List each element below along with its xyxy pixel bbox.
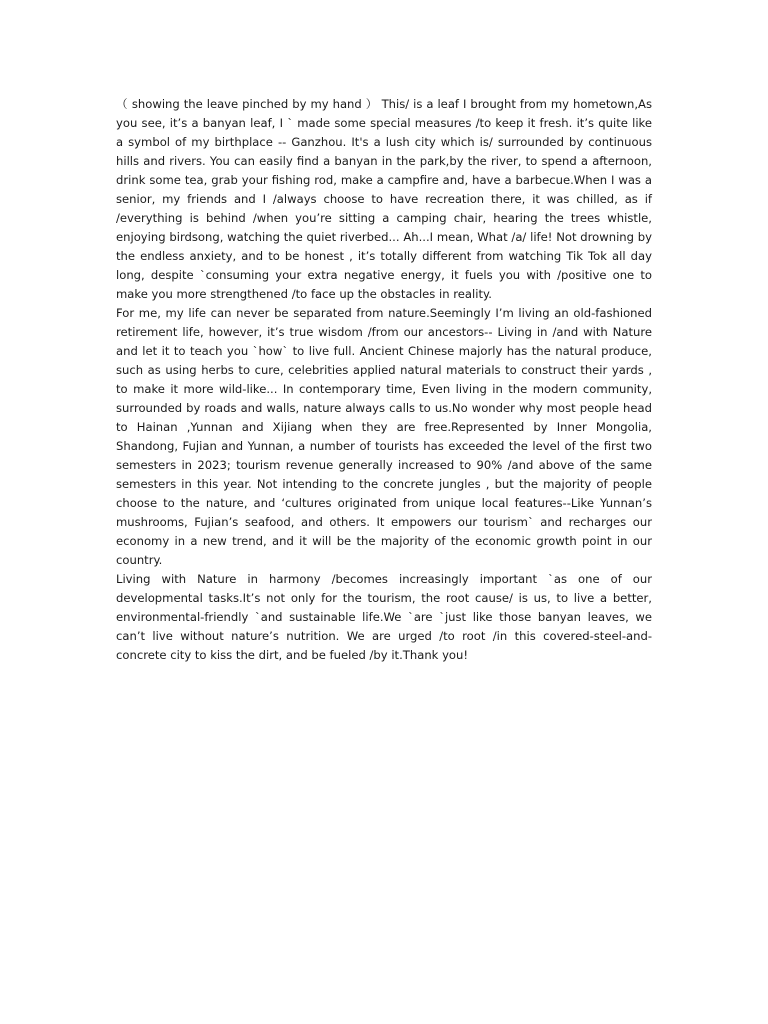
speech-text — [116, 95, 652, 665]
paragraph-nature-life: For me, my life can never be separated from nature.Seemingly I’m living an old-fashioned retirement life, however, it’s true wisdom /from our ancestors-- Living in /and with Nature and let it to teach you `how` to live full. Ancient Chinese majorly has the natural produce, such as using herbs to cure, celebrities applied natural materials to construct their yards , to make it more wild-like... In contemporary time, Even living in the modern community, surrounded by roads and walls, nature always calls to us.No wonder why most people head to Hainan ,Yunnan and Xijiang when they are free.Represented by Inner Mongolia, Shandong, Fujian and Yunnan, a number of tourists has exceeded the level of the first two semesters in 2023; tourism revenue generally increased to 90% /and above of the same semesters in this year. Not intending to the concrete jungles , but the majority of people choose to the nature, and ‘cultures originated from unique local features--Like Yunnan’s mushrooms, Fujian’s seafood, and others. It empowers our tourism` and recharges our economy in a new trend, and it will be the majority of the economic growth point in our country. — [116, 306, 652, 567]
paragraph-hometown: （ showing the leave pinched by my hand ） This/ is a leaf I brought from my hometown,As you see, it’s a banyan leaf, I ` made some special measures /to keep it fresh. it’s quite like a symbol of my birthplace -- Ganzhou. It's a lush city which is/ surrounded by continuous hills and rivers. You can easily find a banyan in the park,by the river, to spend a afternoon, drink some tea, grab your fishing rod, make a campfire and, have a barbecue.When I was a senior, my friends and I /always choose to have recreation there, it was chilled, as if /everything is behind /when you’re sitting a camping chair, hearing the trees whistle, enjoying birdsong, watching the quiet riverbed... Ah...I mean, What /a/ life! Not drowning by the endless anxiety, and to be honest , it’s totally different from watching Tik Tok all day long, despite `consuming your extra negative energy, it fuels you with /positive one to make you more strengthened /to face up the obstacles in reality. — [116, 97, 652, 301]
paragraph-conclusion: Living with Nature in harmony /becomes increasingly important `as one of our developmental tasks.It’s not only for the tourism, the root cause/ is us, to live a better, environmental-friendly `and sustainable life.We `are `just like those banyan leaves, we can’t live without nature’s nutrition. We are urged /to root /in this covered-steel-and-concrete city to kiss the dirt, and be fueled /by it.Thank you! — [116, 572, 652, 662]
